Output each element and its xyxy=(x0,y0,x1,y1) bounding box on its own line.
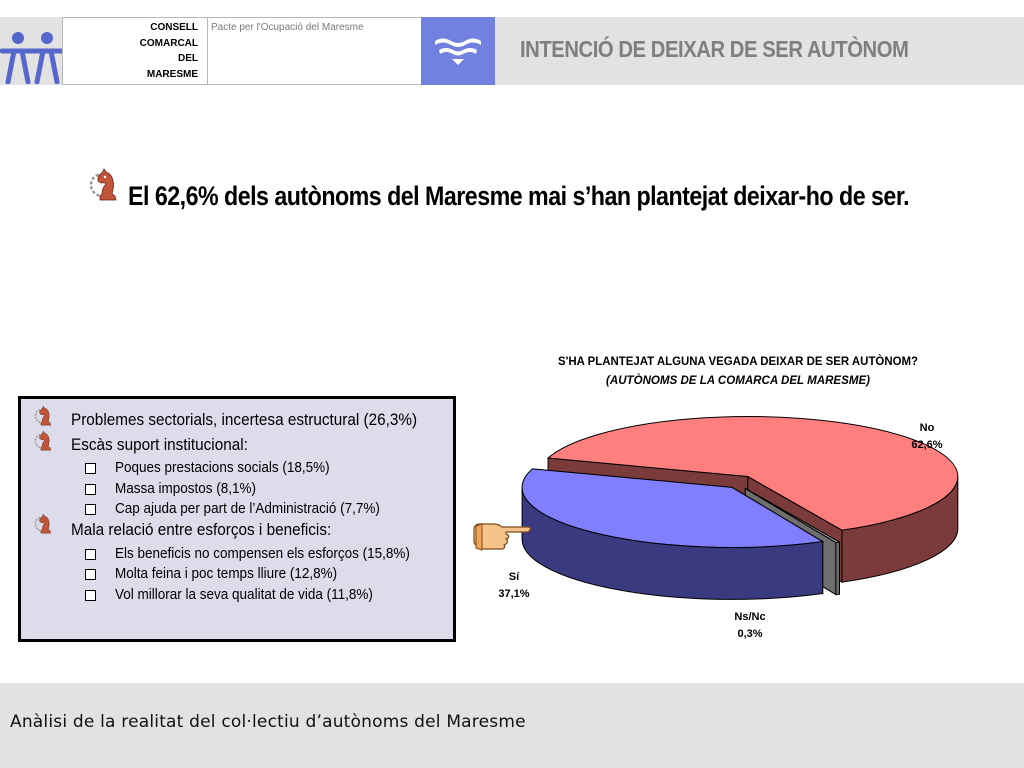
footer-text: Anàlisi de la realitat del col·lectiu d’autònoms del Maresme xyxy=(10,712,526,732)
org-name: CONSELL COMARCAL DEL MARESME xyxy=(139,22,198,80)
headline: El 62,6% dels autònoms del Maresme mai s’han plantejat deixar-ho de ser. xyxy=(128,181,910,211)
wave-emblem-box xyxy=(421,17,495,85)
checkbox-bullet-icon xyxy=(85,504,96,515)
slice-label: Sí xyxy=(508,571,520,583)
reason-item: Problemes sectorials, incertesa estructural (26,3%) xyxy=(71,410,418,429)
checkbox-bullet-icon xyxy=(85,463,96,474)
pie-slice-wall-nsnc xyxy=(836,542,840,594)
chart-subtitle: (AUTÒNOMS DE LA COMARCA DEL MARESME) xyxy=(606,373,881,387)
reason-item: Mala relació entre esforços i beneficis: xyxy=(71,520,332,539)
slice-label: No xyxy=(919,422,935,434)
slice-value-label: 0,3% xyxy=(737,628,763,640)
slice-label: Ns/Nc xyxy=(734,611,766,623)
chess-knight-icon xyxy=(33,513,55,535)
pacte-label: Pacte per l'Ocupació del Maresme xyxy=(211,22,364,33)
reason-subitem: Poques prestacions socials (18,5%) xyxy=(115,459,330,476)
reason-subitem: Els beneficis no compensen els esforços (15,8%) xyxy=(115,545,410,562)
slice-value-label: 62,6% xyxy=(911,439,943,451)
slice-value-label: 37,1% xyxy=(498,588,530,600)
checkbox-bullet-icon xyxy=(85,590,96,601)
reason-subitem: Molta feina i poc temps lliure (12,8%) xyxy=(115,565,338,582)
reasons-box xyxy=(18,396,456,642)
reason-subitem: Vol millorar la seva qualitat de vida (11,8%) xyxy=(115,586,373,603)
reason-item: Escàs suport institucional: xyxy=(71,435,248,454)
chart-title: S'HA PLANTEJAT ALGUNA VEGADA DEIXAR DE SER AUTÒNOM? xyxy=(558,354,936,368)
checkbox-bullet-icon xyxy=(85,484,96,495)
checkbox-bullet-icon xyxy=(85,569,96,580)
pie-chart xyxy=(460,340,1020,660)
chess-knight-icon xyxy=(33,405,55,427)
wave-emblem-icon xyxy=(421,17,495,85)
page-title: INTENCIÓ DE DEIXAR DE SER AUTÒNOM xyxy=(520,36,909,62)
reason-subitem: Cap ajuda per part de l’Administració (7,7%) xyxy=(115,500,380,517)
checkbox-bullet-icon xyxy=(85,549,96,560)
chess-knight-icon xyxy=(88,167,122,203)
chess-knight-icon xyxy=(33,430,55,452)
reason-subitem: Massa impostos (8,1%) xyxy=(115,480,257,497)
